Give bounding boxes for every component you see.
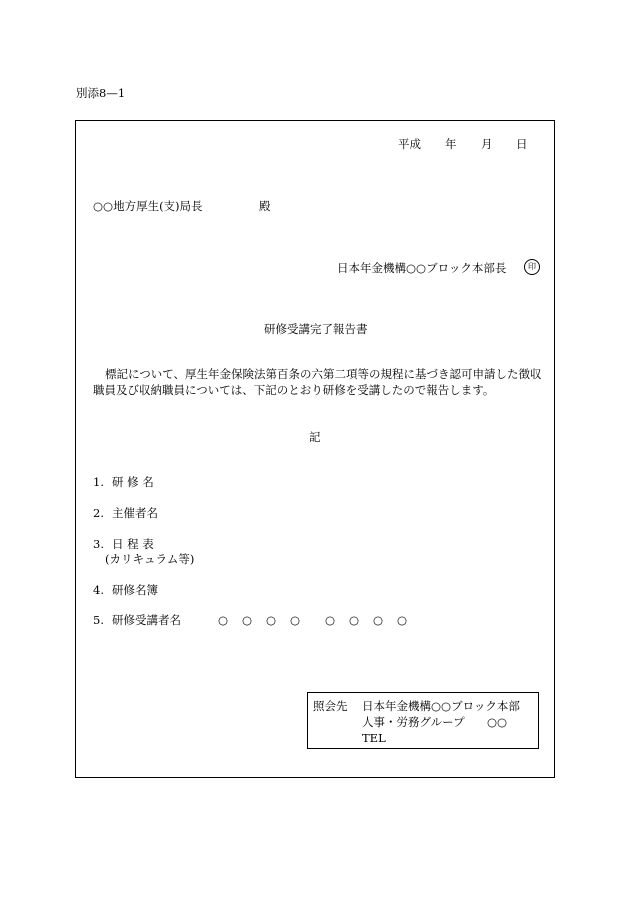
placeholder-circle: ○	[290, 613, 301, 627]
sender-name: 日本年金機構○○ブロック本部長	[337, 261, 507, 275]
date-year: 年	[445, 137, 457, 151]
date-era: 平成	[398, 137, 421, 151]
trainee-placeholder-group-1	[218, 613, 314, 627]
trainee-placeholder-group-2	[325, 613, 421, 627]
contact-person: ○○	[487, 715, 508, 729]
item-5-label: 研修受講者名	[112, 613, 181, 627]
placeholder-circle: ○	[218, 613, 229, 627]
addressee-honorific: 殿	[259, 199, 271, 213]
placeholder-circle: ○	[325, 613, 336, 627]
item-1-number: 1.	[93, 475, 104, 489]
date-day: 日	[516, 137, 528, 151]
item-3-number: 3.	[93, 537, 104, 551]
item-3-note: (カリキュラム等)	[105, 552, 195, 566]
item-2-number: 2.	[93, 506, 104, 520]
item-4-label: 研修名簿	[112, 583, 158, 597]
contact-label: 照会先	[313, 699, 348, 713]
placeholder-circle: ○	[266, 613, 277, 627]
attachment-label: 別添8—1	[76, 86, 126, 100]
addressee-name: ○○地方厚生(支)局長	[93, 199, 203, 213]
contact-dept: 人事・労務グループ	[362, 715, 465, 729]
placeholder-circle: ○	[242, 613, 253, 627]
placeholder-circle: ○	[349, 613, 360, 627]
item-3-label: 日 程 表	[112, 537, 154, 551]
document-title: 研修受講完了報告書	[264, 322, 368, 336]
body-line-2: 職員及び収納職員については、下記のとおり研修を受講したので報告します。	[93, 383, 495, 397]
date-month: 月	[481, 137, 493, 151]
ki-heading: 記	[309, 430, 321, 444]
placeholder-circle: ○	[373, 613, 384, 627]
item-4-number: 4.	[93, 583, 104, 597]
contact-org: 日本年金機構○○ブロック本部	[362, 699, 520, 713]
item-5-number: 5.	[93, 613, 104, 627]
report-form-frame	[75, 120, 555, 778]
body-line-1: 標記について、厚生年金保険法第百条の六第二項等の規程に基づき認可申請した徴収	[105, 367, 542, 381]
contact-tel-label: TEL	[362, 731, 386, 745]
item-1-label: 研 修 名	[112, 475, 154, 489]
placeholder-circle: ○	[397, 613, 408, 627]
item-2-label: 主催者名	[112, 506, 158, 520]
seal-mark: 印	[524, 259, 540, 275]
